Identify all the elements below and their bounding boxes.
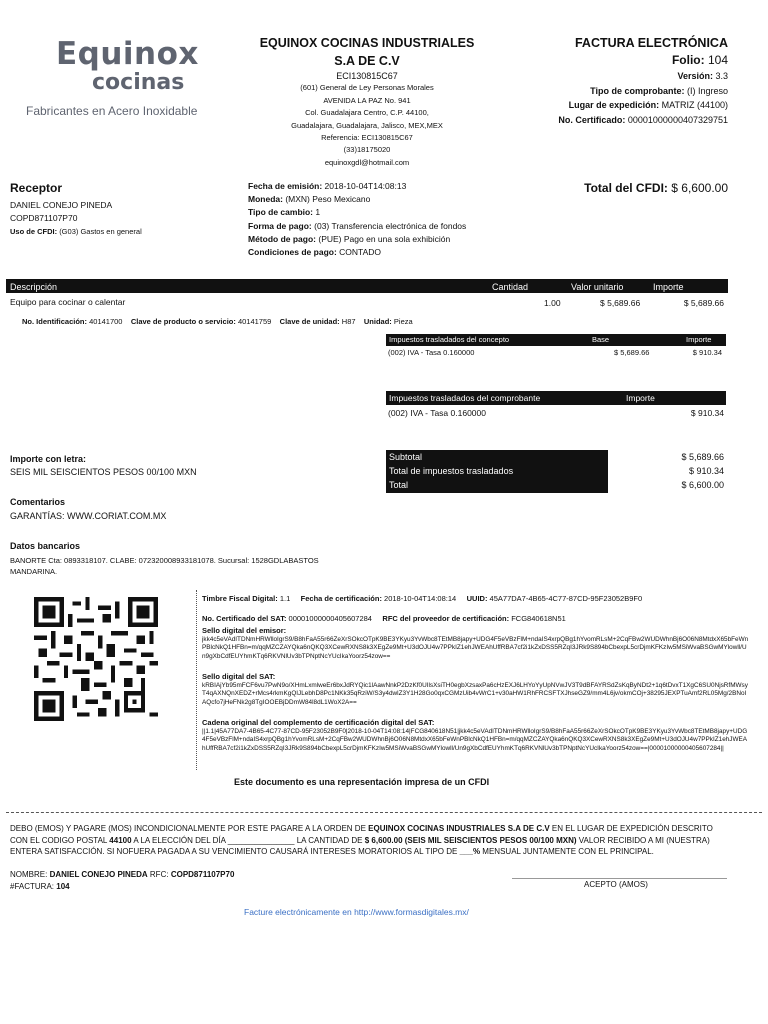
chain-value: ||1.1|45A77DA7-4B65-4C77-87CD-95F23052B9F0|2018-10-04T14:08:14|FCG840618N51|jkk4c5eVAdITDNmHRWlloIgrS9/B8hFaA55r66ZeXrSOkcOTpK9BE3YKyu3YvWbc8TEtMB8japy+UDG4F5eVBzFlM+ndaIS4xrpQBg1hYvomRLsM+2CqFBw2WUDWhnBj6O06N8MtdxX65bFeWnPBlcNkQ1HFBn=m/qqMZCZAYQka6nQKQ3XCewRXNS8k3XEgZe9Mt+U3dOJU4w7PPkIZ1ehJWEAhUffRBA7cf2i1kZxDSS5RZqI3JRk9S894bCbexpL5crDjmKFKzIw5MSiWvaBSGwMYlowll/Un9gXbCdfEUYhmKTq6RKVNlUv3bTPNptNcYUcIkaYoorz54zow==|00001000000405607284|| xyxy=(202,728,748,752)
subtotal-label: Subtotal xyxy=(389,452,423,462)
concept-tax-base-header: Base xyxy=(592,335,610,344)
total-value: $ 6,600.00 xyxy=(681,480,724,490)
unitname-value: Pieza xyxy=(393,317,413,326)
total-cfdi-value: $ 6,600.00 xyxy=(671,181,728,195)
stamp-divider xyxy=(196,590,198,770)
issuer-colony: Col. Guadalajara Centro, C.P. 44100, xyxy=(305,108,429,118)
form-value: (03) Transferencia electrónica de fondos xyxy=(314,220,467,231)
receptor-name: DANIEL CONEJO PINEDA xyxy=(10,200,113,210)
method-value: (PUE) Pago en una sola exhibición xyxy=(318,233,451,244)
unitkey-value: H87 xyxy=(341,317,356,326)
uuid-label: UUID: xyxy=(466,594,488,603)
bank-label: Datos bancarios xyxy=(10,541,81,551)
items-table-header xyxy=(6,279,728,293)
timbre-value: 1.1 xyxy=(279,594,291,603)
pagare-factura-label: #FACTURA: xyxy=(10,882,55,891)
pagare-signer xyxy=(10,869,234,893)
currency-value: (MXN) Peso Mexicano xyxy=(285,194,371,205)
cfdi-note: Este documento es una representación impresa de un CFDI xyxy=(234,777,490,787)
taxes-value: $ 910.34 xyxy=(688,466,724,476)
pagare-p4: VALOR RECIBIDO A MI (NUESTRA) ENTERA SATISFACCIÓN. SI NOFUERA PAGADA A SU VENCIMIENTO CAUSARÁ INTERESES MORATORIOS AL TIPO DE xyxy=(10,835,710,856)
pagare-p5: MENSUAL JUNTAMENTE CON EL PRINCIPAL. xyxy=(482,847,654,856)
receptor-use: (G03) Gastos en general xyxy=(59,227,142,236)
bank-line1: BANORTE Cta: 0893318107. CLABE: 072320008933181078. Sucursal: 1528GDLABASTOS xyxy=(10,556,319,565)
logo-cocinas: cocinas xyxy=(92,70,185,95)
invoice-header xyxy=(468,34,728,127)
issuer-email: equinoxgdl@hotmail.com xyxy=(324,157,410,167)
receptor-use-label: Uso de CFDI: xyxy=(10,227,58,236)
form-label: Forma de pago: xyxy=(248,220,312,231)
item-amount: $ 5,689.66 xyxy=(683,298,724,308)
logo-tagline: Fabricantes en Acero Inoxidable xyxy=(26,104,198,118)
bank-line2: MANDARINA. xyxy=(10,567,58,576)
ident-label: No. Identificación: xyxy=(22,317,88,326)
rate-value: 1 xyxy=(315,207,321,218)
provider-label: RFC del proveedor de certificación: xyxy=(382,614,510,623)
pagare-name-label: NOMBRE: xyxy=(10,870,48,879)
pagare-rfc-label: RFC: xyxy=(149,870,169,879)
date-value: 2018-10-04T14:08:13 xyxy=(324,181,407,191)
pagare-text xyxy=(10,823,732,858)
place-label: Lugar de expedición: xyxy=(568,100,660,111)
col-quantity: Cantidad xyxy=(492,282,529,292)
version-value: 3.3 xyxy=(715,71,728,81)
pagare-postal: 44100 xyxy=(109,835,132,845)
conditions-value: CONTADO xyxy=(339,247,382,258)
issuer-name: EQUINOX COCINAS INDUSTRIALES xyxy=(259,36,475,50)
stamp-line1 xyxy=(202,594,750,603)
pagare-factura: 104 xyxy=(56,882,70,891)
timbre-label: Timbre Fiscal Digital: xyxy=(202,594,278,603)
seals-block xyxy=(202,626,750,770)
total-label: Total xyxy=(389,480,409,490)
rate-label: Tipo de cambio: xyxy=(248,207,314,218)
sat-seal-label: Sello digital del SAT: xyxy=(202,672,276,681)
doc-tax-header xyxy=(386,391,726,405)
issuer-legal-type: S.A DE C.V xyxy=(334,54,400,68)
receptor-block xyxy=(10,199,142,238)
concept-tax-base: $ 5,689.66 xyxy=(614,348,650,357)
pagare-rate: ___% xyxy=(459,847,481,856)
chain-label: Cadena original del complemento de certificación digital del SAT: xyxy=(202,718,435,727)
issuer-block xyxy=(232,34,502,169)
item-keys xyxy=(22,317,413,326)
type-label: Tipo de comprobante: xyxy=(590,85,685,96)
pagare-p3: A LA ELECCIÓN DEL DÍA _______________ LA CANTIDAD DE xyxy=(133,835,363,845)
pagare-creditor: EQUINOX COCINAS INDUSTRIALES S.A DE C.V xyxy=(368,824,550,833)
cert-value: 00001000000407329751 xyxy=(627,114,728,125)
item-unit-value: $ 5,689.66 xyxy=(600,298,641,308)
unitname-label: Unidad: xyxy=(363,317,392,326)
sat-seal: kRBIAjYb95mFCF6vu7PwN9o/XHmLxmlweEr6bxJdRYQic1lAawNnkP2DzKf0UIlsXsiTH0egbXzsaxPa6cHzEXJ6LHYoYyUpNVwJV3T9dBFAYRSdZsKqByNDt2+1q6tDvxT1XgC6SU0NjsRfMWsyT4qAXNQnXEDZ+rMcs4rkmKgQIJLebhD8Pc1NKk35qRziW/S3y4dwlZ3Y1H28Go0qxCGMzUib4vWrC1+v30aHW1RhFRCSFTXJhseGZ9/mm4L6jv/okmCOj+38295JEXPTuAmf2RL05Mg/2BNoIAQcfo7jHeFNk2g8TgIOOEBjDDmW84l8dL1WoX2A== xyxy=(202,682,748,706)
pagare-divider xyxy=(6,812,762,813)
col-amount: Importe xyxy=(653,282,684,292)
invoice-title: FACTURA ELECTRÓNICA xyxy=(574,36,728,50)
concept-tax-amount-header: Importe xyxy=(686,335,712,344)
logo-equinox: Equinox xyxy=(56,36,199,72)
pagare-name: DANIEL CONEJO PINEDA xyxy=(49,870,148,879)
payment-block xyxy=(248,180,473,259)
col-description: Descripción xyxy=(10,282,58,292)
certdate-value: 2018-10-04T14:08:14 xyxy=(384,594,457,603)
cert-label: No. Certificado: xyxy=(558,114,626,125)
emisor-seal-label: Sello digital del emisor: xyxy=(202,626,287,635)
col-unit-value: Valor unitario xyxy=(571,282,624,292)
doc-tax-amount-header: Importe xyxy=(626,393,655,403)
total-cfdi xyxy=(584,181,728,195)
pagare-rfc: COPD871107P70 xyxy=(170,870,235,879)
doc-tax-amount: $ 910.34 xyxy=(690,408,724,418)
bank-info xyxy=(10,555,319,577)
signature-line xyxy=(512,878,727,879)
concept-tax-name: (002) IVA - Tasa 0.160000 xyxy=(388,348,475,357)
currency-label: Moneda: xyxy=(248,194,283,205)
doc-tax-title: Impuestos trasladados del comprobante xyxy=(389,393,541,403)
emisor-seal: jkk4c5eVAdITDNmHRWlloIgrS9/B8hFaA55r66ZeXrSOkcOTpK9BE3YKyu3YvWbc8TEtMB8japy+UDG4F5eVBzFlM+ndaIS4xrpQBg1hYvomRLsM+2CqFBw2WUDWhnBj6O06N8MtdxX65bFeWnPBlcNkQ1HFBn=m/qqMZCZAYQka6nQKQ3XCewRXNS8k3XEgZe9Mt+U3dOJU4w7PPkIZ1ehJWEAhUffRBA7cf2i1kZxDSS5RZqI3JRk9S894bCbexpL5crDjmKFKzIw5MSiWvaBSGwMYlowll/Un9gXbCdfEUYhmKTq6RKVNlUv3bTPNptNcYUcIkaYoorz54zow== xyxy=(202,636,749,660)
comments-value: GARANTÍAS: WWW.CORIAT.COM.MX xyxy=(10,511,167,521)
folio-label: Folio: xyxy=(671,53,705,67)
satcert-label: No. Certificado del SAT: xyxy=(202,614,287,623)
total-cfdi-label: Total del CFDI: xyxy=(584,181,668,195)
concept-tax-header xyxy=(386,334,726,346)
issuer-reference: Referencia: ECI130815C67 xyxy=(321,133,413,143)
pagare-amount: $ 6,600.00 (SEIS MIL SEISCIENTOS PESOS 00/100 MXN) xyxy=(364,835,577,845)
prodkey-value: 40141759 xyxy=(237,317,272,326)
receptor-rfc: COPD871107P70 xyxy=(10,213,78,223)
concept-tax-amount: $ 910.34 xyxy=(692,348,722,357)
item-quantity: 1.00 xyxy=(544,298,561,308)
ident-value: 40141700 xyxy=(89,317,123,326)
amount-words-value: SEIS MIL SEISCIENTOS PESOS 00/100 MXN xyxy=(10,467,197,477)
issuer-regime: (601) General de Ley Personas Morales xyxy=(300,83,434,93)
type-value: (I) Ingreso xyxy=(686,85,728,96)
provider-value: FCG840618N51 xyxy=(511,614,566,623)
folio-value: 104 xyxy=(707,53,728,67)
pagare-p1: DEBO (EMOS) Y PAGARE (MOS) INCONDICIONALMENTE POR ESTE PAGARE A LA ORDEN DE xyxy=(10,824,366,833)
pagare-p2: EN EL LUGAR DE EXPEDICIÓN DESCRITO CON EL CODIGO POSTAL xyxy=(10,824,713,845)
footer-link[interactable]: Facture electrónicamente en http://www.formasdigitales.mx/ xyxy=(244,907,469,917)
unitkey-label: Clave de unidad: xyxy=(279,317,340,326)
concept-tax-title: Impuestos trasladados del concepto xyxy=(389,335,510,344)
receptor-title: Receptor xyxy=(10,181,63,195)
totals-labels xyxy=(386,450,608,493)
stamp-line2 xyxy=(202,614,750,623)
date-label: Fecha de emisión: xyxy=(248,181,323,191)
certdate-label: Fecha de certificación: xyxy=(300,594,382,603)
version-label: Versión: xyxy=(677,71,713,81)
totals-values xyxy=(681,450,724,492)
item-description: Equipo para cocinar o calentar xyxy=(10,297,126,307)
conditions-label: Condiciones de pago: xyxy=(248,247,337,258)
comments-label: Comentarios xyxy=(10,497,66,507)
taxes-label: Total de impuestos trasladados xyxy=(389,466,514,476)
place-value: MATRIZ (44100) xyxy=(661,100,728,111)
prodkey-label: Clave de producto o servicio: xyxy=(130,317,236,326)
qr-code xyxy=(34,597,158,721)
method-label: Método de pago: xyxy=(248,233,316,244)
doc-tax-name: (002) IVA - Tasa 0.160000 xyxy=(388,408,486,418)
issuer-city: Guadalajara, Guadalajara, Jalisco, MEX,MEX xyxy=(291,120,443,130)
issuer-rfc: ECI130815C67 xyxy=(336,71,398,81)
amount-words-label: Importe con letra: xyxy=(10,454,87,464)
issuer-street: AVENIDA LA PAZ No. 941 xyxy=(323,95,411,105)
satcert-value: 00001000000405607284 xyxy=(288,614,372,623)
subtotal-value: $ 5,689.66 xyxy=(681,452,724,462)
accept-label: ACEPTO (AMOS) xyxy=(584,880,648,889)
issuer-phone: (33)18175020 xyxy=(343,145,391,155)
uuid-value: 45A77DA7-4B65-4C77-87CD-95F23052B9F0 xyxy=(489,594,643,603)
